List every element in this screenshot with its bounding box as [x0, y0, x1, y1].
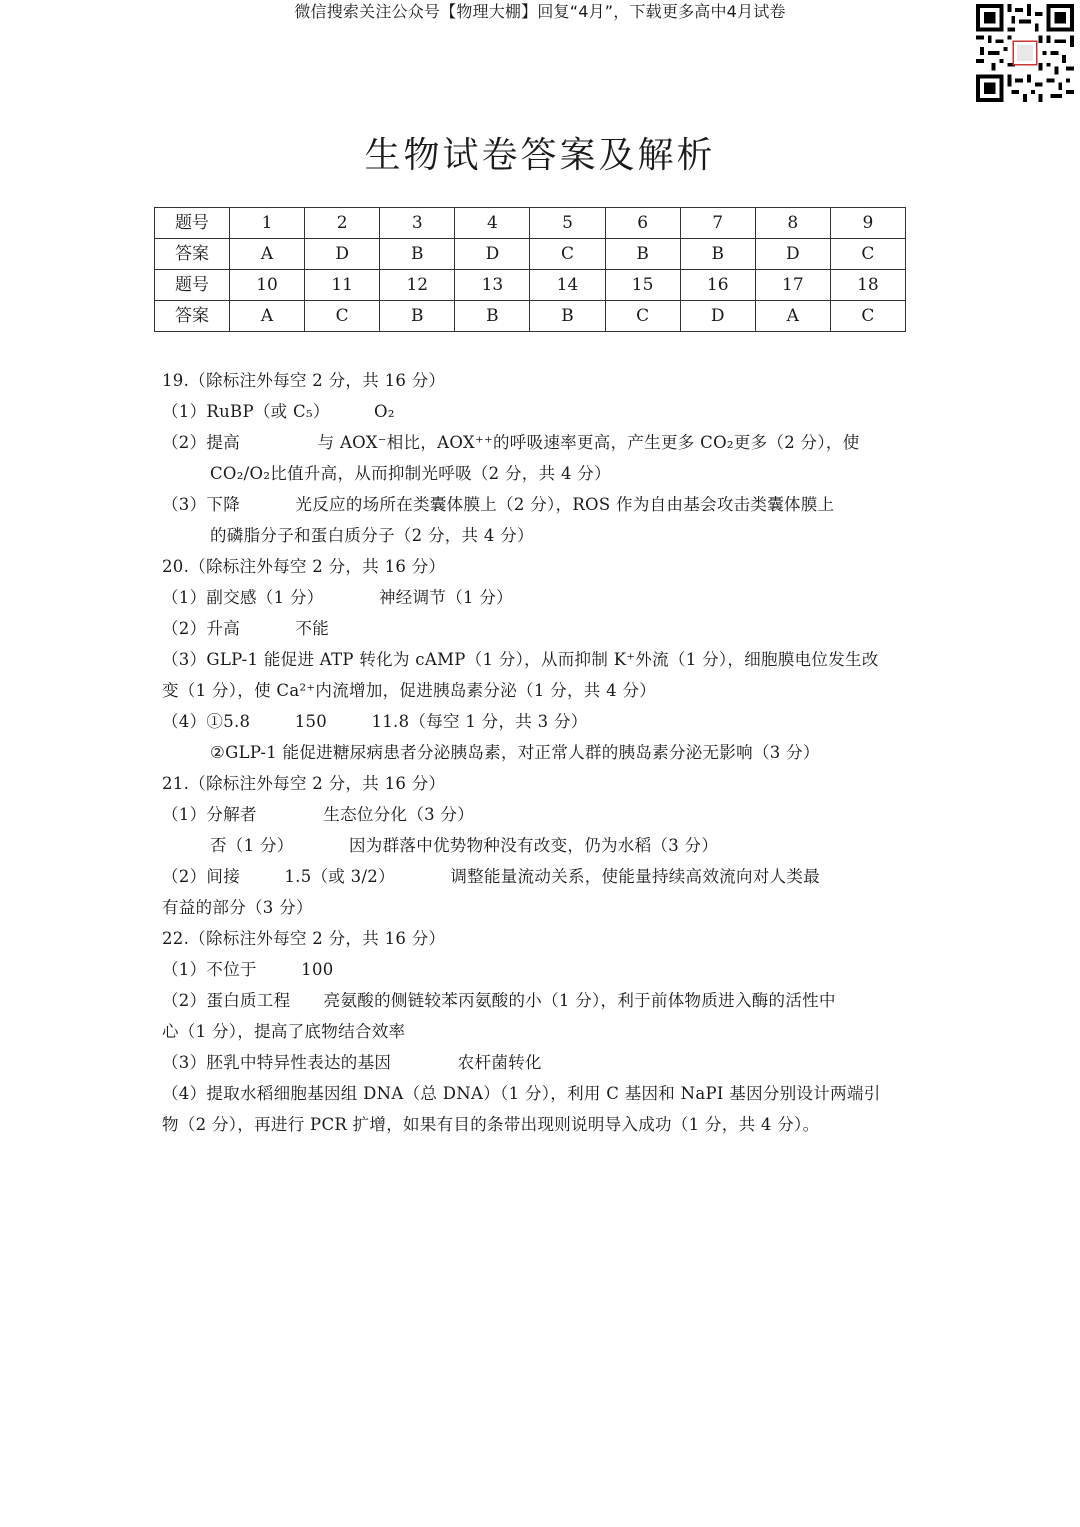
table-cell: C: [605, 301, 680, 332]
answer-line: 19.（除标注外每空 2 分，共 16 分）: [162, 371, 446, 390]
table-cell: 9: [830, 208, 905, 239]
answer-line: 21.（除标注外每空 2 分，共 16 分）: [162, 774, 446, 793]
table-cell: C: [305, 301, 380, 332]
table-cell: 4: [455, 208, 530, 239]
table-cell: C: [530, 239, 605, 270]
qr-code-icon[interactable]: [976, 4, 1074, 102]
answer-line: （3）下降 光反应的场所在类囊体膜上（2 分），ROS 作为自由基会攻击类囊体膜上: [162, 495, 835, 514]
answer-line: （2）提高 与 AOX⁻相比，AOX⁺⁺的呼吸速率更高，产生更多 CO₂更多（2 分），使: [162, 433, 860, 452]
answer-table-body: [155, 208, 906, 332]
table-cell: 13: [455, 270, 530, 301]
table-cell: A: [230, 239, 305, 270]
table-row: [155, 208, 906, 239]
answer-line: （1）不位于 100: [162, 960, 334, 979]
table-cell: 3: [380, 208, 455, 239]
answer-line: 否（1 分） 因为群落中优势物种没有改变，仍为水稻（3 分）: [210, 836, 719, 855]
table-cell: 1: [230, 208, 305, 239]
table-cell: A: [230, 301, 305, 332]
header-banner: 微信搜索关注公众号【物理大棚】回复“4月”，下载更多高中4月试卷: [294, 2, 786, 21]
table-cell: A: [755, 301, 830, 332]
answer-line: （2）蛋白质工程 亮氨酸的侧链较苯丙氨酸的小（1 分），利于前体物质进入酶的活性中: [162, 991, 836, 1010]
row-header-cell: 答案: [155, 239, 230, 270]
answer-line: （1）RuBP（或 C₅） O₂: [162, 402, 395, 421]
table-cell: D: [305, 239, 380, 270]
table-cell: B: [455, 301, 530, 332]
table-row: [155, 270, 906, 301]
answer-line: （2）升高 不能: [162, 619, 330, 638]
answer-line: （3）胚乳中特异性表达的基因 农杆菌转化: [162, 1053, 542, 1072]
table-cell: 17: [755, 270, 830, 301]
table-cell: 18: [830, 270, 905, 301]
row-header-cell: 答案: [155, 301, 230, 332]
answer-line: 20.（除标注外每空 2 分，共 16 分）: [162, 557, 446, 576]
answer-line: （4）提取水稻细胞基因组 DNA（总 DNA）（1 分），利用 C 基因和 NaPI 基因分别设计两端引: [162, 1084, 881, 1103]
table-cell: B: [380, 301, 455, 332]
answer-line: （1）分解者 生态位分化（3 分）: [162, 805, 475, 824]
answer-line: 变（1 分），使 Ca²⁺内流增加，促进胰岛素分泌（1 分，共 4 分）: [162, 681, 657, 700]
table-cell: D: [455, 239, 530, 270]
table-cell: 6: [605, 208, 680, 239]
table-cell: B: [530, 301, 605, 332]
table-cell: B: [680, 239, 755, 270]
table-cell: 16: [680, 270, 755, 301]
table-cell: B: [380, 239, 455, 270]
answer-line: 的磷脂分子和蛋白质分子（2 分，共 4 分）: [210, 526, 534, 545]
answer-line: 心（1 分），提高了底物结合效率: [162, 1022, 406, 1041]
table-row: [155, 239, 906, 270]
qr-code-graphic: [976, 4, 1074, 102]
row-header-cell: 题号: [155, 270, 230, 301]
answer-line: 物（2 分），再进行 PCR 扩增，如果有目的条带出现则说明导入成功（1 分，共 4 分）。: [162, 1115, 820, 1134]
table-cell: C: [830, 301, 905, 332]
answer-line: ②GLP-1 能促进糖尿病患者分泌胰岛素，对正常人群的胰岛素分泌无影响（3 分）: [210, 743, 820, 762]
table-cell: C: [830, 239, 905, 270]
document-title: 生物试卷答案及解析: [364, 135, 716, 176]
answer-line: （2）间接 1.5（或 3/2） 调整能量流动关系，使能量持续高效流向对人类最: [162, 867, 820, 886]
answer-explanations: [162, 365, 922, 1140]
answer-line: 22.（除标注外每空 2 分，共 16 分）: [162, 929, 446, 948]
table-cell: 11: [305, 270, 380, 301]
table-cell: 5: [530, 208, 605, 239]
answer-line: CO₂/O₂比值升高，从而抑制光呼吸（2 分，共 4 分）: [210, 464, 611, 483]
table-cell: B: [605, 239, 680, 270]
answer-line: 有益的部分（3 分）: [162, 898, 313, 917]
table-cell: 2: [305, 208, 380, 239]
table-cell: D: [680, 301, 755, 332]
table-cell: 12: [380, 270, 455, 301]
table-cell: 8: [755, 208, 830, 239]
table-cell: D: [755, 239, 830, 270]
answer-line: （1）副交感（1 分） 神经调节（1 分）: [162, 588, 513, 607]
table-cell: 7: [680, 208, 755, 239]
table-cell: 15: [605, 270, 680, 301]
table-cell: 10: [230, 270, 305, 301]
table-cell: 14: [530, 270, 605, 301]
answer-table: [154, 207, 906, 332]
table-row: [155, 301, 906, 332]
answer-line: （3）GLP-1 能促进 ATP 转化为 cAMP（1 分），从而抑制 K⁺外流（1 分），细胞膜电位发生改: [162, 650, 879, 669]
answer-line: （4）①5.8 150 11.8（每空 1 分，共 3 分）: [162, 712, 588, 731]
row-header-cell: 题号: [155, 208, 230, 239]
